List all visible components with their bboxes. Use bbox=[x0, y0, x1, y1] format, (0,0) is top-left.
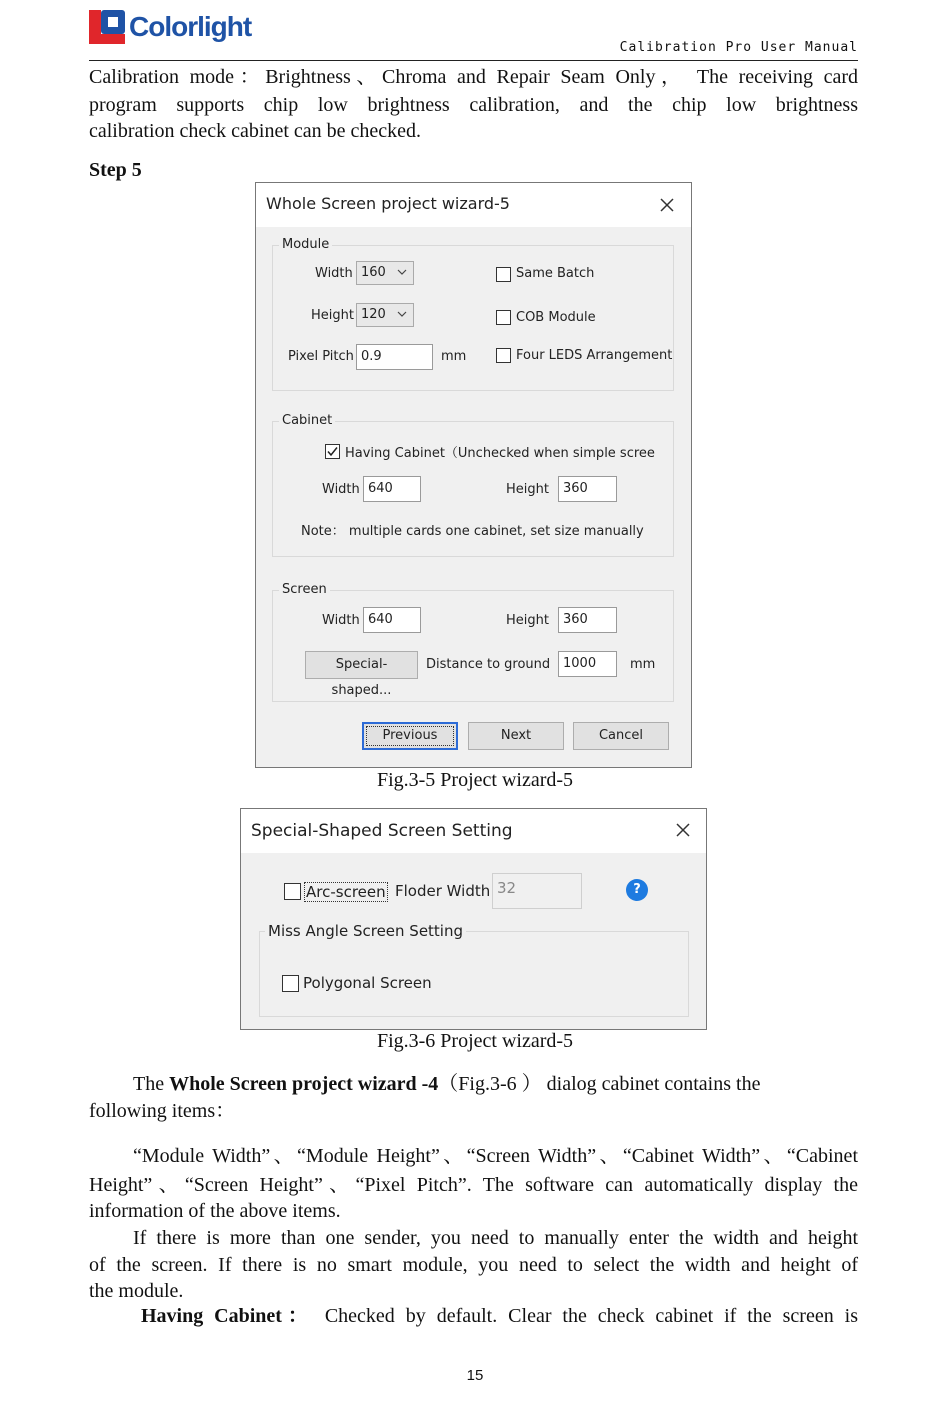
body-p3-line-2: of the screen. If there is no smart module, you need to select the width and height of bbox=[89, 1253, 858, 1276]
next-button[interactable]: Next bbox=[468, 722, 564, 750]
special-dialog-title-bar bbox=[241, 809, 706, 853]
checkmark-icon bbox=[326, 445, 339, 458]
polygonal-screen-checkbox[interactable] bbox=[282, 975, 299, 992]
cabinet-group-label: Cabinet bbox=[279, 413, 335, 428]
screen-height-label: Height bbox=[506, 613, 549, 628]
body-p1-line-2: following items： bbox=[89, 1099, 236, 1122]
screen-width-label: Width bbox=[322, 613, 360, 628]
screen-group-label: Screen bbox=[279, 582, 330, 597]
body-p4-bold: Having Cabinet： bbox=[141, 1305, 314, 1327]
distance-unit: mm bbox=[630, 657, 656, 672]
brand-name: Colorlight bbox=[129, 11, 252, 42]
floder-width-label: Floder Width bbox=[395, 882, 491, 900]
body-p1-line-1 bbox=[89, 1071, 858, 1098]
figure-caption-2: Fig.3-6 Project wizard-5 bbox=[376, 1030, 574, 1052]
distance-to-ground-input[interactable]: 1000 bbox=[558, 651, 617, 677]
arc-screen-label: Arc-screen bbox=[306, 883, 386, 901]
body-p4-line-1 bbox=[89, 1303, 858, 1330]
module-width-value: 160 bbox=[361, 265, 386, 280]
having-cabinet-checkbox[interactable] bbox=[325, 444, 340, 459]
header-title: Calibration Pro User Manual bbox=[619, 40, 858, 55]
colorlight-logo bbox=[89, 8, 264, 48]
polygonal-screen-label: Polygonal Screen bbox=[303, 974, 432, 992]
project-wizard-dialog bbox=[255, 182, 692, 768]
body-p1-a: The bbox=[133, 1073, 170, 1095]
special-dialog-title: Special-Shaped Screen Setting bbox=[251, 821, 513, 841]
intro-line-1: Calibration mode：Brightness、Chroma and Repair Seam Only， The receiving card bbox=[89, 66, 858, 88]
previous-button[interactable] bbox=[362, 722, 458, 750]
four-leds-checkbox[interactable] bbox=[496, 348, 511, 363]
module-height-select[interactable] bbox=[356, 303, 414, 327]
body-p2-line-1: “Module Width”、“Module Height”、“Screen Width”、“Cabinet Width”、“Cabinet bbox=[133, 1145, 858, 1167]
cob-module-label: COB Module bbox=[516, 310, 596, 325]
cabinet-note: Note： multiple cards one cabinet, set size manually bbox=[301, 524, 644, 539]
module-height-label: Height bbox=[311, 308, 354, 323]
special-shaped-button[interactable]: Special-shaped... bbox=[305, 651, 418, 679]
help-icon[interactable]: ? bbox=[626, 879, 648, 901]
body-p2-line-2: Height”、“Screen Height”、“Pixel Pitch”. The software can automatically display the bbox=[89, 1173, 858, 1196]
body-paragraph-2 bbox=[89, 1143, 858, 1225]
floder-width-input[interactable]: 32 bbox=[492, 873, 582, 909]
screen-width-input[interactable]: 640 bbox=[363, 607, 421, 633]
previous-button-label: Previous bbox=[382, 728, 438, 743]
cob-module-checkbox[interactable] bbox=[496, 310, 511, 325]
body-p2-line-3: information of the above items. bbox=[89, 1200, 341, 1222]
module-width-select[interactable] bbox=[356, 261, 414, 285]
having-cabinet-label: Having Cabinet（Unchecked when simple scree bbox=[345, 446, 655, 461]
intro-line-2: program supports chip low brightness calibration, and the chip low brightness bbox=[89, 93, 858, 116]
header-divider bbox=[89, 60, 858, 61]
intro-paragraph bbox=[89, 64, 858, 145]
module-width-label: Width bbox=[315, 266, 353, 281]
body-p1-c: （Fig.3-6 ） dialog cabinet contains the bbox=[438, 1073, 761, 1095]
miss-angle-group-label: Miss Angle Screen Setting bbox=[265, 922, 466, 940]
pixel-pitch-input[interactable]: 0.9 bbox=[356, 344, 433, 370]
body-paragraph-3 bbox=[89, 1225, 858, 1305]
close-icon[interactable] bbox=[658, 196, 676, 214]
distance-to-ground-label: Distance to ground bbox=[426, 657, 551, 672]
module-height-value: 120 bbox=[361, 307, 386, 322]
cancel-button[interactable]: Cancel bbox=[573, 722, 669, 750]
cabinet-width-label: Width bbox=[322, 482, 360, 497]
four-leds-label: Four LEDS Arrangement bbox=[516, 348, 673, 363]
dialog-title-bar bbox=[256, 183, 691, 227]
body-p3-line-3: the module. bbox=[89, 1280, 184, 1302]
chevron-down-icon bbox=[397, 309, 407, 319]
body-paragraph-1 bbox=[89, 1071, 858, 1124]
module-group-label: Module bbox=[279, 237, 332, 252]
dialog-title: Whole Screen project wizard-5 bbox=[266, 194, 510, 213]
chevron-down-icon bbox=[397, 267, 407, 277]
same-batch-checkbox[interactable] bbox=[496, 267, 511, 282]
body-p3-line-1: If there is more than one sender, you need to manually enter the width and height bbox=[133, 1227, 858, 1249]
body-p4-rest: Checked by default. Clear the check cabinet if the screen is bbox=[313, 1305, 858, 1327]
figure-caption-1: Fig.3-5 Project wizard-5 bbox=[376, 769, 574, 791]
special-shaped-dialog bbox=[240, 808, 707, 1030]
pixel-pitch-label: Pixel Pitch bbox=[288, 349, 354, 364]
pixel-pitch-unit: mm bbox=[441, 349, 467, 364]
page-number: 15 bbox=[466, 1367, 484, 1384]
cabinet-width-input[interactable]: 640 bbox=[363, 476, 421, 502]
body-paragraph-4 bbox=[89, 1303, 858, 1330]
cabinet-height-input[interactable]: 360 bbox=[558, 476, 617, 502]
step-heading: Step 5 bbox=[89, 159, 142, 181]
screen-height-input[interactable]: 360 bbox=[558, 607, 617, 633]
cabinet-height-label: Height bbox=[506, 482, 549, 497]
body-p1-bold: Whole Screen project wizard -4 bbox=[169, 1073, 439, 1095]
close-icon[interactable] bbox=[674, 821, 692, 839]
arc-screen-checkbox[interactable] bbox=[284, 883, 301, 900]
colorlight-logo-mark-icon bbox=[89, 8, 127, 48]
same-batch-label: Same Batch bbox=[516, 266, 595, 281]
intro-line-3: calibration check cabinet can be checked. bbox=[89, 120, 422, 142]
